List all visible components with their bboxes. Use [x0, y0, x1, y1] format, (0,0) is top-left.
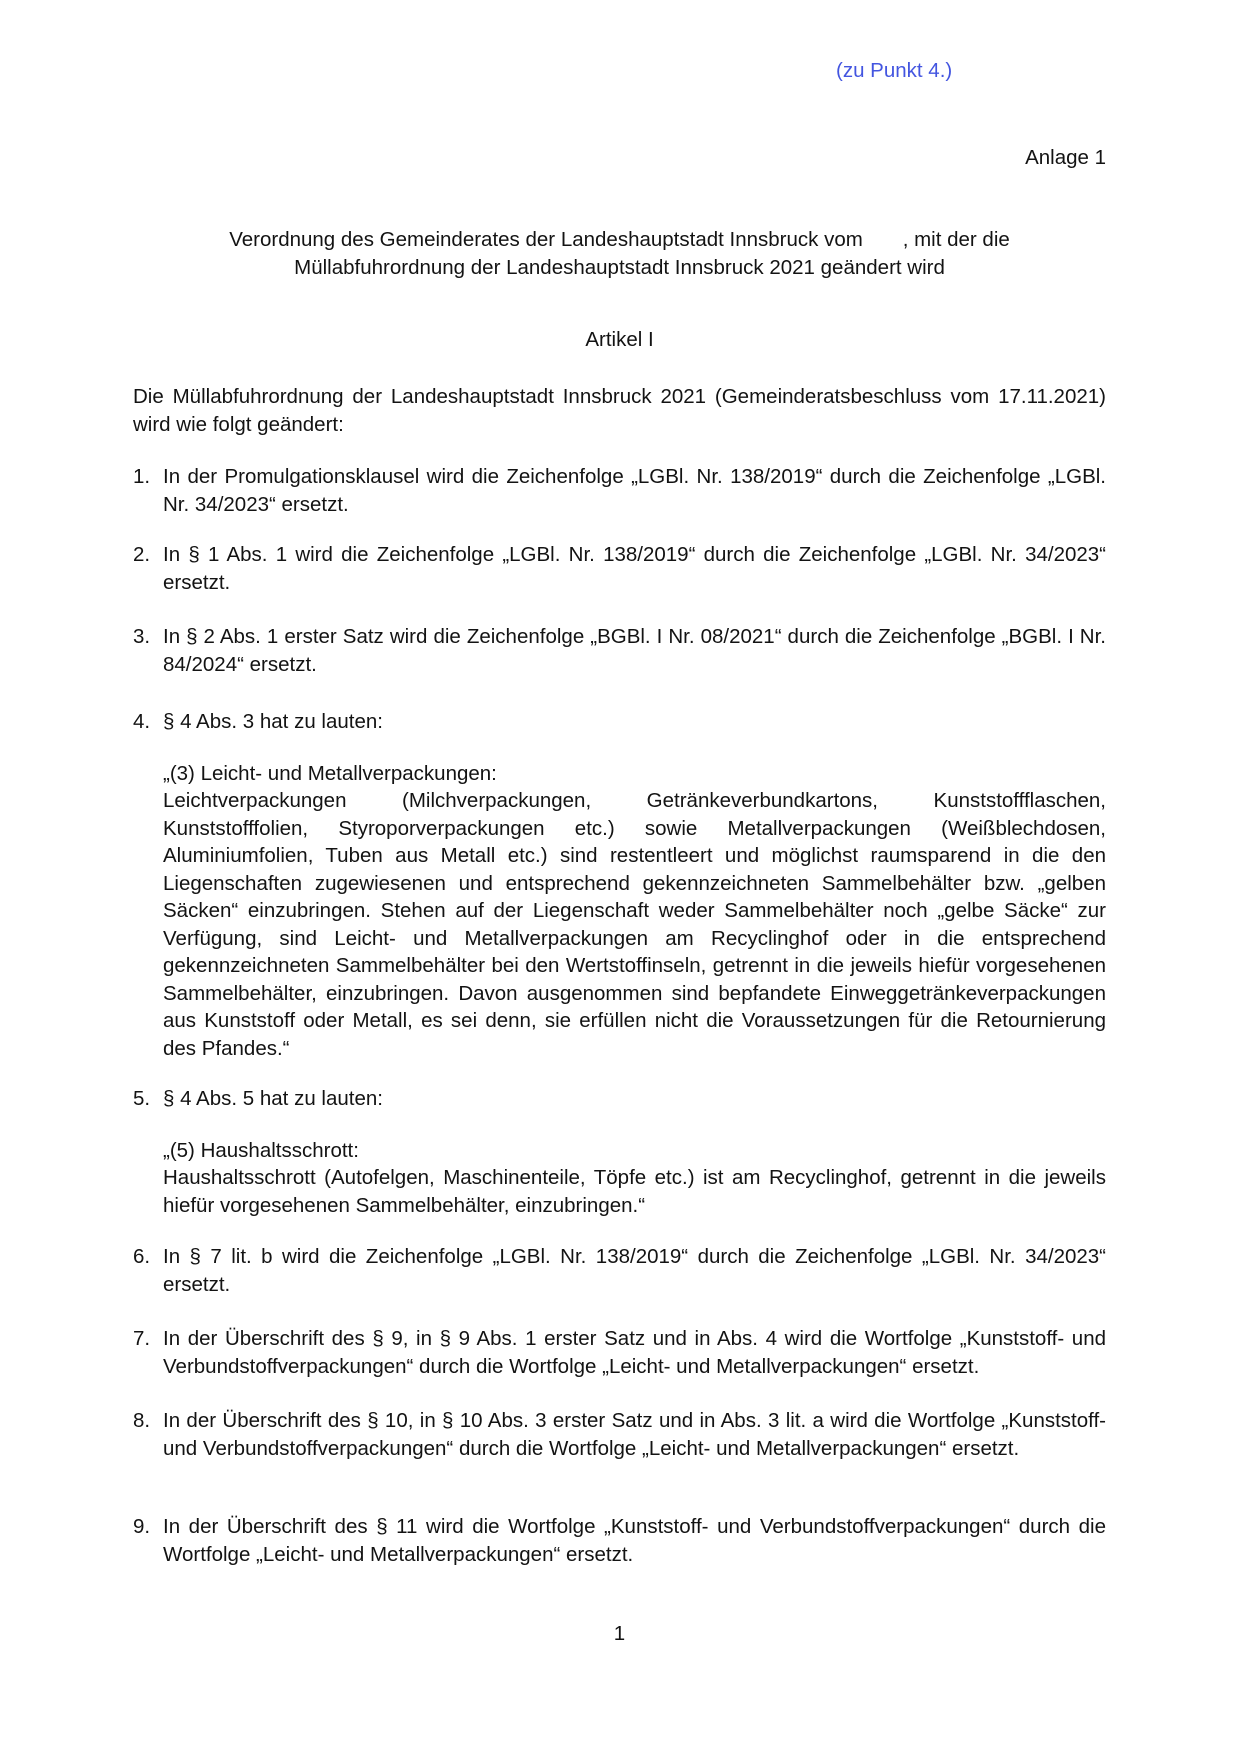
item-number: 5. [133, 1087, 151, 1110]
item-number: 9. [133, 1515, 151, 1538]
amendment-item-8 [133, 1407, 1106, 1462]
item-text: In der Promulgationsklausel wird die Zeichenfolge „LGBl. Nr. 138/2019“ durch die Zeichenfolge „LGBl. Nr. 34/2023“ ersetzt. [163, 465, 1106, 516]
attachment-label: Anlage 1 [1025, 146, 1106, 169]
amendment-item-1 [133, 463, 1106, 518]
quote-body: Leichtverpackungen (Milchverpackungen, Getränkeverbundkartons, Kunststoffflaschen, Kunststofffolien, Styroporverpackungen etc.) sowie Metallverpackungen (Weißblechdosen, Aluminiumfolien, Tuben aus Metall etc.) sind restentleert und möglichst raumsparend in die den Liegenschaften zugewiesenen und entsprechend gekennzeichneten Sammelbehälter bzw. „gelben Säcken“ einzubringen. Stehen auf der Liegenschaft weder Sammelbehälter noch „gelbe Säcke“ zur Verfügung, sind Leicht- und Metallverpackungen am Recyclinghof oder in die entsprechend gekennzeichneten Sammelbehälter bei den Wertstoffinseln, getrennt in die jeweils hiefür vorgesehenen Sammelbehälter, einzubringen. Davon ausgenommen sind bepfandete Einweggetränkeverpackungen aus Kunststoff oder Metall, es sei denn, sie erfüllen nicht die Voraussetzungen für die Retournierung des Pfandes.“ [163, 789, 1106, 1060]
title-line-2: Müllabfuhrordnung der Landeshauptstadt Innsbruck 2021 geändert wird [294, 255, 945, 279]
item-number: 4. [133, 710, 151, 733]
article-heading: Artikel I [585, 328, 654, 351]
amendment-item-2 [133, 541, 1106, 596]
title-line-1: Verordnung des Gemeinderates der Landeshauptstadt Innsbruck vom , mit der die [229, 228, 1010, 251]
corner-note: (zu Punkt 4.) [836, 59, 953, 82]
document-title [133, 226, 1106, 281]
amendment-item-5 [133, 1085, 1106, 1219]
item-text: In der Überschrift des § 11 wird die Wortfolge „Kunststoff- und Verbundstoffverpackungen“ durch die Wortfolge „Leicht- und Metallverpackungen“ ersetzt. [163, 1515, 1106, 1566]
item-number: 6. [133, 1245, 151, 1268]
amendment-item-3 [133, 623, 1106, 678]
quote-body: Haushaltsschrott (Autofelgen, Maschinenteile, Töpfe etc.) ist am Recyclinghof, getrennt in die jeweils hiefür vorgesehenen Sammelbehälter, einzubringen.“ [163, 1166, 1106, 1217]
quote-block [163, 1137, 1106, 1220]
item-text: In § 7 lit. b wird die Zeichenfolge „LGBl. Nr. 138/2019“ durch die Zeichenfolge „LGBl. Nr. 34/2023“ ersetzt. [163, 1245, 1106, 1296]
amendment-item-6 [133, 1243, 1106, 1298]
intro-paragraph: Die Müllabfuhrordnung der Landeshauptstadt Innsbruck 2021 (Gemeinderatsbeschluss vom 17.11.2021) wird wie folgt geändert: [133, 385, 1106, 436]
item-number: 8. [133, 1409, 151, 1432]
quote-heading: „(3) Leicht- und Metallverpackungen: [163, 761, 497, 785]
page-number: 1 [613, 1622, 626, 1645]
item-text: In § 1 Abs. 1 wird die Zeichenfolge „LGBl. Nr. 138/2019“ durch die Zeichenfolge „LGBl. Nr. 34/2023“ ersetzt. [163, 543, 1106, 594]
quote-heading: „(5) Haushaltsschrott: [163, 1138, 359, 1162]
item-number: 1. [133, 465, 151, 488]
amendment-item-9 [133, 1513, 1106, 1568]
item-number: 3. [133, 625, 151, 648]
quote-block [163, 760, 1106, 1063]
amendment-item-4 [133, 708, 1106, 1062]
amendment-item-7 [133, 1325, 1106, 1380]
item-number: 7. [133, 1327, 151, 1350]
item-number: 2. [133, 543, 151, 566]
item-text: § 4 Abs. 3 hat zu lauten: [163, 710, 383, 733]
item-text: In der Überschrift des § 10, in § 10 Abs. 3 erster Satz und in Abs. 3 lit. a wird die Wortfolge „Kunststoff- und Verbundstoffverpackungen“ durch die Wortfolge „Leicht- und Metallverpackungen“ ersetzt. [163, 1409, 1106, 1460]
item-text: In der Überschrift des § 9, in § 9 Abs. 1 erster Satz und in Abs. 4 wird die Wortfolge „Kunststoff- und Verbundstoffverpackungen“ durch die Wortfolge „Leicht- und Metallverpackungen“ ersetzt. [163, 1327, 1106, 1378]
item-text: In § 2 Abs. 1 erster Satz wird die Zeichenfolge „BGBl. I Nr. 08/2021“ durch die Zeichenfolge „BGBl. I Nr. 84/2024“ ersetzt. [163, 625, 1106, 676]
item-text: § 4 Abs. 5 hat zu lauten: [163, 1087, 383, 1110]
